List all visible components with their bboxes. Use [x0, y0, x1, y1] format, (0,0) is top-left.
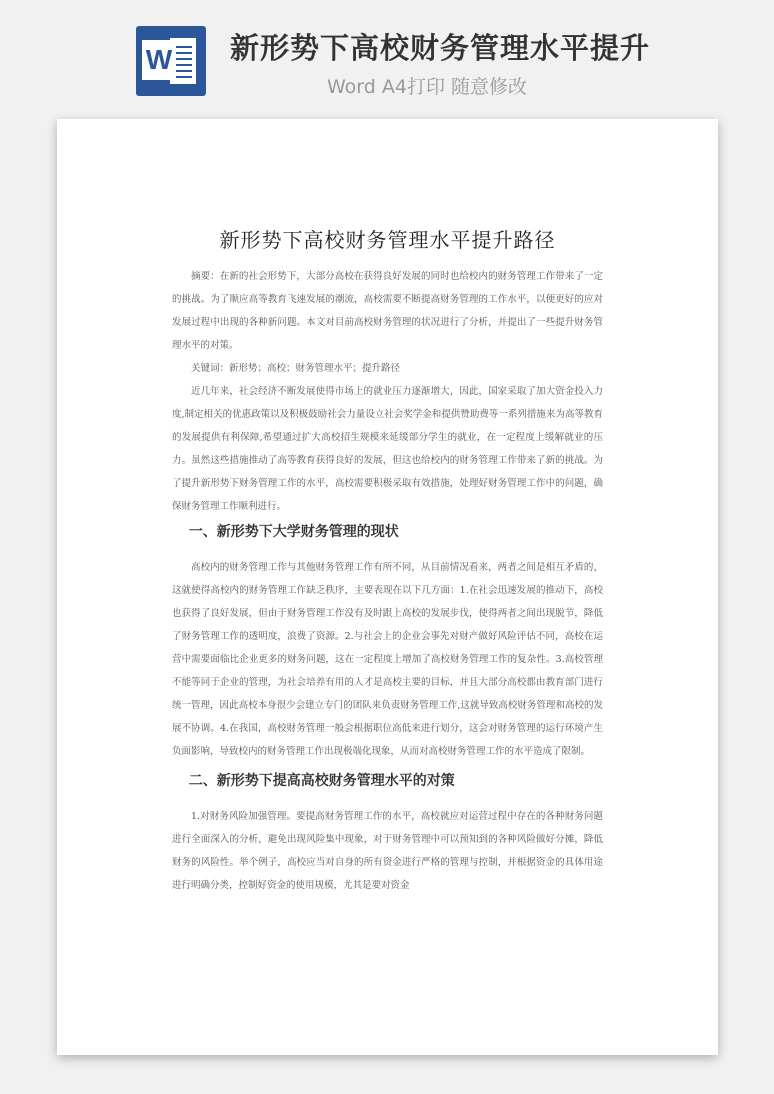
keywords-paragraph: 关键词：新形势；高校；财务管理水平；提升路径 [191, 363, 401, 374]
banner-subtitle: Word A4打印 随意修改 [327, 76, 528, 98]
document-title: 新形势下高校财务管理水平提升路径 [219, 228, 556, 252]
intro-paragraph: 近几年来，社会经济不断发展使得市场上的就业压力逐渐增大，因此，国家采取了加大资金投入力度,制定相关的优惠政策以及积极鼓励社会力量设立社会奖学金和提供赞助费等一系列措施来为高等教育的发展提供有利保障,希望通过扩大高校招生规模来延缓部分学生的就业，在一定程度上缓解就业的压力。虽然这些措施推动了高等教育获得良好的发展，但这也给校内的财务管理工作带来了新的挑战。为了提升新形势下财务管理工作的水平，高校需要积极采取有效措施，处理好财务管理工作中的问题，确保财务管理工作顺利进行。 [172, 386, 603, 512]
section-2-paragraph: 1.对财务风险加强管理。要提高财务管理工作的水平，高校就应对运营过程中存在的各种财务问题进行全面深入的分析，避免出现风险集中现象，对于财务管理中可以预知到的各种风险做好分摊，降低财务的风险性。举个例子，高校应当对自身的所有资金进行严格的管理与控制，并根据资金的具体用途进行明确分类，控制好资金的使用规模，尤其是要对资金 [172, 811, 603, 891]
document-content [172, 225, 603, 897]
section-1-paragraph: 高校内的财务管理工作与其他财务管理工作有所不同，从目前情况看来，两者之间是相互矛盾的，这就使得高校内的财务管理工作缺乏秩序，主要表现在以下几方面：1.在社会迅速发展的推动下，高校也获得了良好发展，但由于财务管理工作没有及时跟上高校的发展步伐，使得两者之间出现脱节，降低了财务管理工作的透明度，浪费了资源。2.与社会上的企业会事先对财产做好风险评估不同，高校在运营中需要面临比企业更多的财务问题，这在一定程度上增加了高校财务管理工作的复杂性。3.高校管理不能等同于企业的管理，为社会培养有用的人才是高校主要的目标，并且大部分高校都由教育部门进行统一管理，因此高校本身很少会建立专门的团队来负责财务管理工作,这就导致高校财务管理和高校的发展不协调。4.在我国，高校财务管理一般会根据职位高低来进行划分，这会对财务管理的运行环境产生负面影响，导致校内的财务管理工作出现极端化现象，从而对高校财务管理工作的水平造成了限制。 [172, 562, 603, 757]
section-heading-1: 一、新形势下大学财务管理的现状 [188, 524, 399, 540]
word-icon [136, 26, 206, 96]
abstract-paragraph: 摘要：在新的社会形势下，大部分高校在获得良好发展的同时也给校内的财务管理工作带来了一定的挑战。为了顺应高等教育飞速发展的潮流，高校需要不断提高财务管理的工作水平，以便更好的应对发展过程中出现的各种新问题。本文对目前高校财务管理的状况进行了分析，并提出了一些提升财务管理水平的对策。 [172, 271, 603, 351]
header [0, 0, 774, 110]
banner-title: 新形势下高校财务管理水平提升 [230, 31, 651, 65]
word-letter: W [142, 40, 176, 80]
section-heading-2: 二、新形势下提高高校财务管理水平的对策 [188, 773, 455, 789]
document-page [57, 119, 718, 1055]
